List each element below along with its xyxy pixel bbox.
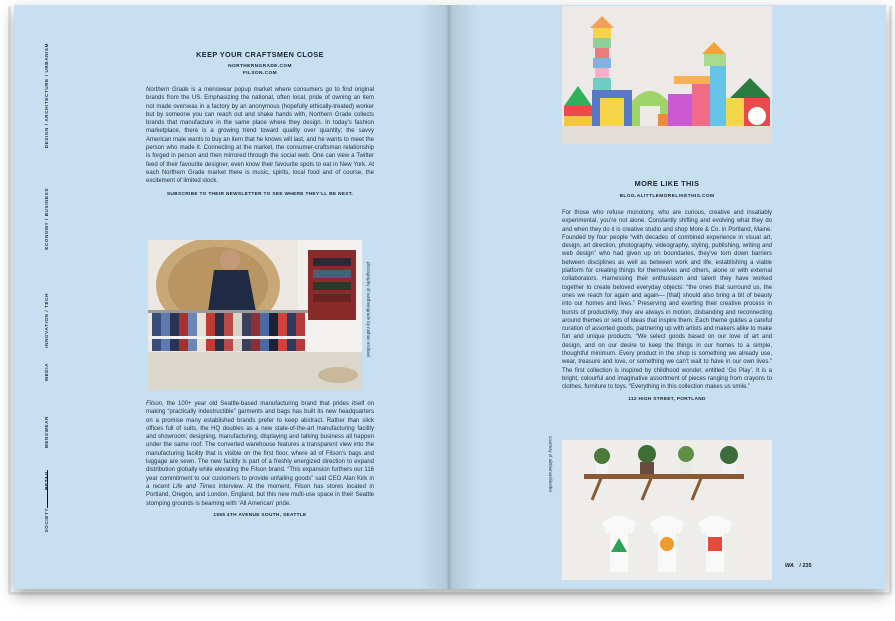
- filson-link[interactable]: FILSON.COM: [242, 71, 278, 76]
- more-like-this-title: MORE LIKE THIS: [634, 179, 700, 188]
- more-like-this-address: 112 HIGH STREET, PORTLAND: [628, 396, 706, 402]
- nav-item-economy-business: ECONOMY / BUSINESS: [44, 188, 49, 250]
- nav-item-design-architecture: DESIGN / ARCHITECTURE / URBANISM: [44, 43, 49, 149]
- page-folio: [785, 563, 812, 569]
- nav-active-marker: [47, 470, 48, 508]
- tshirts-photo: [562, 440, 772, 580]
- paragraph-text: is a menswear popup market where consumers go to find original brands from the US. Emphasizing the national, often local, pride of owning an item not made overseas in a factory by an anonymous (hopefully ethically-treated) worker but by someone you can reach out and shake hands with, Northern Grade collects brands that manufacture in the same place where they design. In today’s fashion marketplace, there is a growing trend toward quality over quantity; the savvy American male wants to buy an item that he knows will last, and he wants to meet the person who made it. Connecting at the market, the consumer-craftsman relationship is forged in person and then mirrored through the social web. One can view a Twitter feed of their favourite designer, even know their favourite spots to eat in New York. At each Northern Grade market there is music, spirits, local food and of course, the excitement of limited stock.: [146, 87, 374, 185]
- wooden-blocks-illustration: [562, 6, 772, 144]
- toy-blocks-photo: [562, 6, 772, 144]
- nav-item-menswear: MENSWEAR: [44, 416, 49, 449]
- article-title: KEEP YOUR CRAFTSMEN CLOSE: [196, 50, 324, 59]
- more-like-this-link[interactable]: BLOG.ALITTLEMORELIKETHIS.COM: [619, 194, 715, 199]
- newsletter-cta: SUBSCRIBE TO THEIR NEWSLETTER TO SEE WHERE THEY’LL BE NEXT.: [166, 191, 354, 197]
- tshirts-shelf-illustration: [562, 440, 772, 580]
- filson-paragraph: [146, 400, 374, 508]
- publication-name: Life and Times: [172, 483, 216, 490]
- filson-address: 1555 4TH AVENUE SOUTH, SEATTLE: [213, 512, 307, 518]
- northern-grade-paragraph: [146, 86, 374, 186]
- section-nav: [44, 38, 58, 553]
- filson-article: [146, 400, 374, 518]
- brand-name-filson: Filson: [146, 401, 163, 407]
- paragraph-text-tail: interview. At the moment, Filson has stores located in Portland, Oregon, and London, England, but this new multi-use space in their Seattle stomping grounds is beaming with ‘All American’ pride.: [146, 483, 374, 507]
- more-like-this-paragraph: For those who refuse monotony, who are curious, creative and insatiably experimental, you’re not alone. Constantly shifting and evolving what they do and when they do it is creative studio and shop More & Co. in Portland, Maine. Founded by four people “with decades of combined experience in visual art, design, art direction, photography, videography, styling, publishing, writing and web design” who had given up on boundaries, they’ve torn down barriers between disciplines as well as between work and life, establishing a viable platform for creating things for themselves and others, alone or with external collaborators. Harnessing their enthusiasm and talent they have worked together to create beloved everyday objects: “the ones that surround us, the ones we reach for again and again— [that] should also bring a bit of beauty into our homes and lives.” Preserving and exerting their creative process in bursts of productivity, they are always in motion, disbanding and reconnecting around themes or sets of ideas that inspire them. Each theme guides a careful curation of assorted goods, partnering up with artists and makers alike to make fun and unique products. “We select goods based on our love of art and design, and on our desire to keep the things in our homes to a simple, thoughtful minimum. Every product in the shop is something we already use, wear, treasure and love, or something we can’t wait to have in our own lives.” The first collection is inspired by childhood wonder, entitled ‘Go Play’. It is a bright, colourful and imaginative assortment of pieces ranging from crayons to clothes, furniture to toys. “Everything in this collection makes us smile.”: [562, 210, 772, 391]
- magazine-logo: WA: [785, 563, 794, 569]
- page-number: 235: [802, 563, 812, 569]
- right-article: [562, 179, 772, 402]
- nav-item-innovation-tech: INNOVATION / TECH: [44, 293, 49, 348]
- left-article: [146, 50, 374, 197]
- paragraph-text: , the 100+ year old Seattle-based manufacturing brand that prides itself on making “practically indestructible” garments and bags has built its new headquarters on a promise many established brands prefer to keep abstract. Rather than slick offices full of suits, the HQ doubles as a new state-of-the-art manufacturing facility and showroom; designing, manufacturing, displaying and talking business all happen under the same roof. The converted warehouse features a transparent view into the manufacturing facility that is visible on the first floor, where all of Filson’s bags and luggage are sewn. The new facility is part of a freshly energized direction to expand distribution globally while elevating the Filson brand. “This expansion furthers our 116 year commitment to our customers to provide unfailing goods” said CEO Alan Kirk in a recent: [146, 401, 374, 490]
- northerngrade-link[interactable]: NORTHERNGRADE.COM: [228, 64, 292, 69]
- nav-item-media: MEDIA: [44, 363, 49, 381]
- nav-item-society: SOCIETY: [44, 508, 49, 533]
- shelf-photo-credit: courtesy of alittlemorelikethis: [548, 436, 553, 493]
- northern-grade-photo: [148, 240, 362, 390]
- clothing-rack-illustration: [148, 240, 362, 390]
- northern-grade-photo-credit: photography of northerngrade by nathan michael: [366, 262, 371, 357]
- folio-divider: /: [799, 563, 803, 569]
- brand-name: Northern Grade: [146, 87, 189, 93]
